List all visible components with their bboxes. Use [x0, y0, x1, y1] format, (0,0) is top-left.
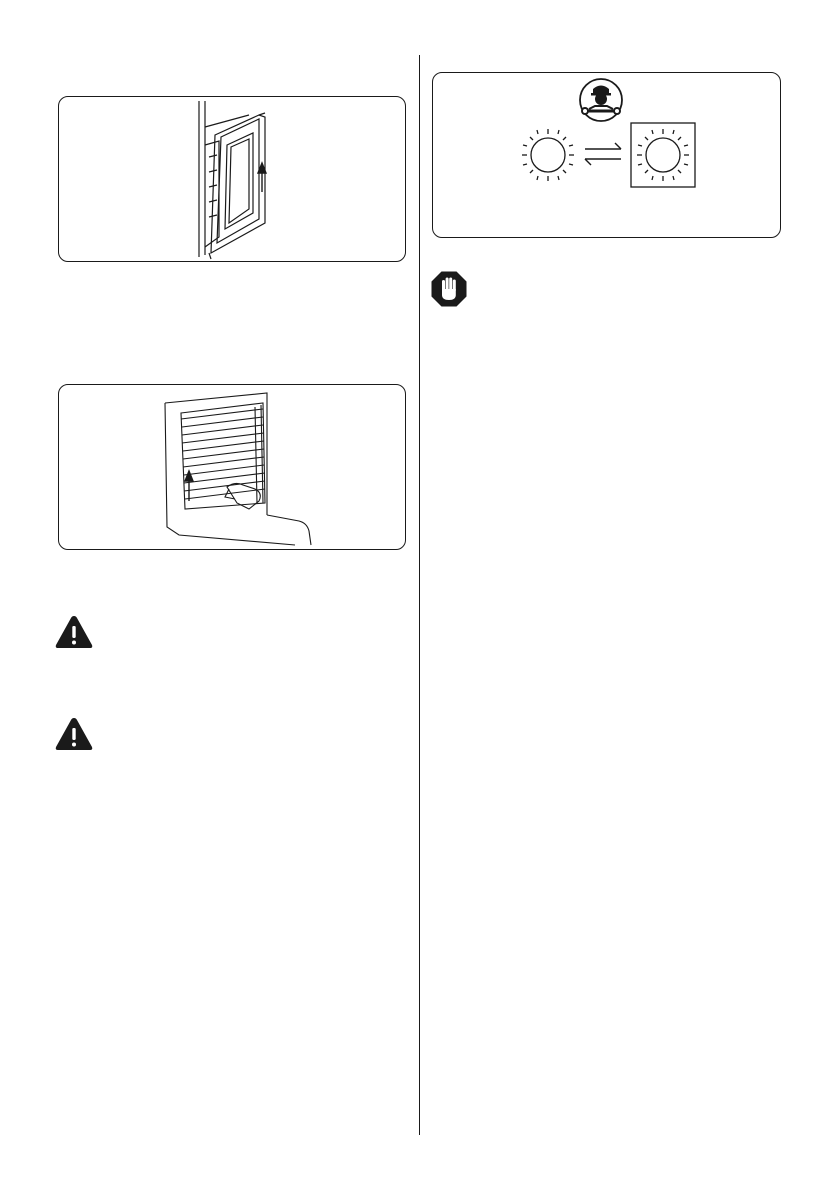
side-rack-lift-illustration	[59, 385, 407, 551]
door-removal-figure	[58, 96, 406, 262]
warning-triangle-icon	[54, 716, 94, 752]
lamp-old-icon	[522, 129, 574, 181]
service-technician-lamp-swap-illustration	[433, 73, 782, 239]
column-divider	[419, 55, 420, 1135]
stop-hand-icon	[430, 270, 468, 308]
warning-triangle-icon	[54, 614, 94, 650]
rack-removal-figure	[58, 384, 406, 550]
service-technician-icon	[580, 79, 622, 121]
lamp-new-icon	[631, 123, 695, 187]
page-top-rule	[0, 0, 839, 1]
oven-door-lift-illustration	[59, 97, 407, 263]
swap-arrows-icon	[585, 143, 621, 165]
lamp-replacement-figure	[432, 72, 781, 238]
